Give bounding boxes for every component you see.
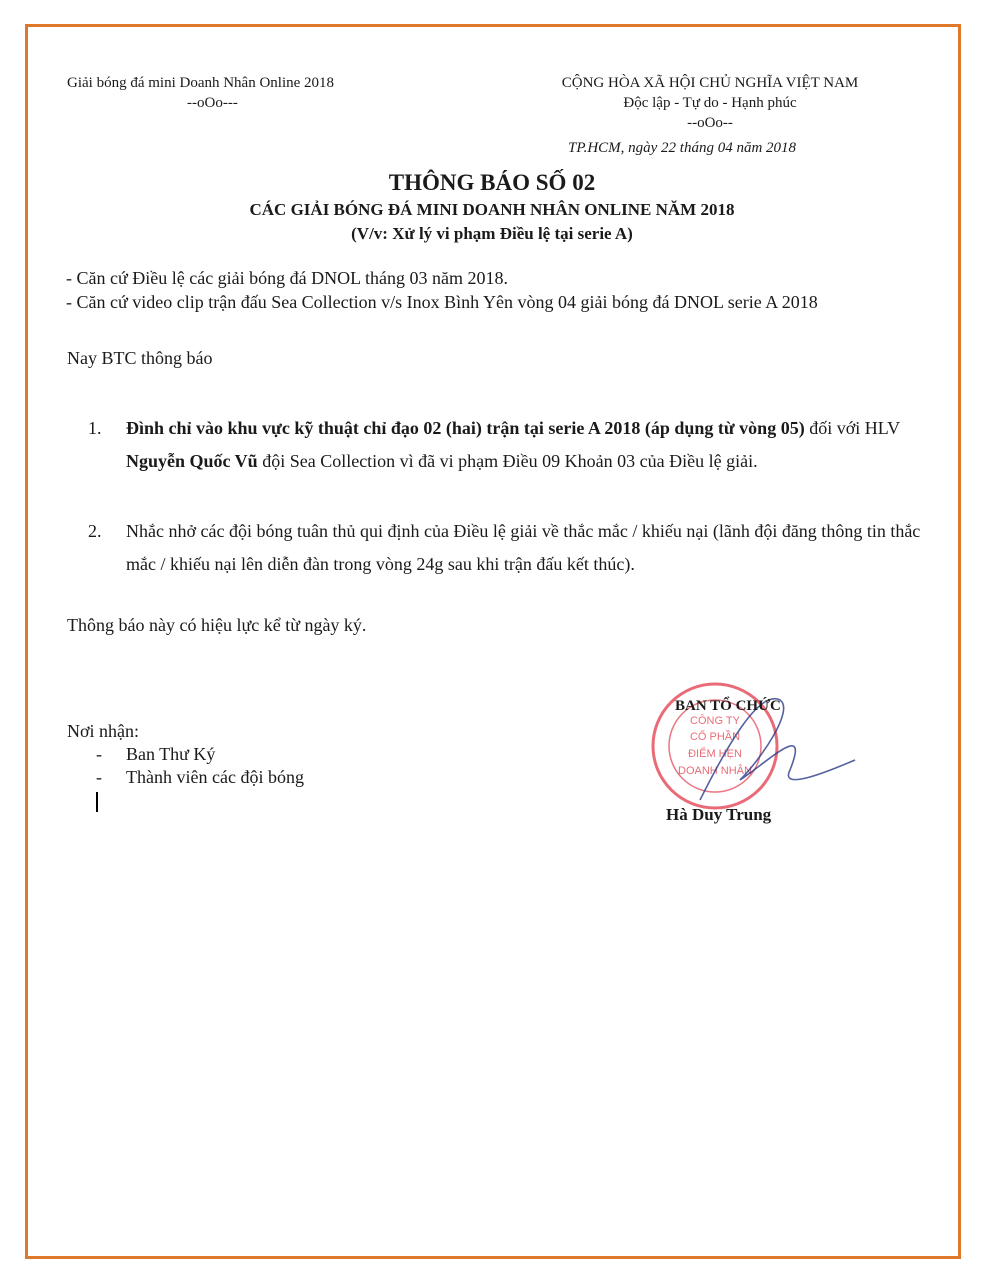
organizer-name: Giải bóng đá mini Doanh Nhân Online 2018 — [67, 75, 335, 91]
recipient-item — [96, 766, 304, 789]
announcement-intro: Nay BTC thông báo — [67, 348, 213, 368]
national-motto: Độc lập - Tự do - Hạnh phúc — [623, 95, 797, 111]
stamp-text-line: ĐIỂM HẸN — [688, 748, 742, 760]
recipients-list — [96, 743, 304, 789]
legal-basis — [66, 266, 818, 314]
item-bold-text: Đình chỉ vào khu vực kỹ thuật chỉ đạo 02 (hai) trận tại serie A 2018 (áp dụng từ vòng 05) — [126, 418, 805, 438]
stamp-text-line: CỔ PHẦN — [689, 731, 741, 743]
recipient-name: Thành viên các đội bóng — [126, 767, 304, 787]
header-decoration-right: --oOo-- — [687, 115, 733, 131]
item-text — [126, 412, 948, 478]
signer-name: Hà Duy Trung — [666, 805, 772, 824]
item-number: 2. — [88, 521, 102, 541]
recipient-name: Ban Thư Ký — [126, 744, 216, 764]
basis-line: - Căn cứ Điều lệ các giải bóng đá DNOL tháng 03 năm 2018. — [66, 268, 508, 288]
document-subtitle: CÁC GIẢI BÓNG ĐÁ MINI DOANH NHÂN ONLINE NĂM 2018 — [249, 200, 735, 219]
item-text: Nhắc nhở các đội bóng tuân thủ qui định của Điều lệ giải về thắc mắc / khiếu nại (lãnh đội đăng thông tin thắc mắc / khiếu nại lên diễn đàn trong vòng 24g sau khi trận đấu kết thúc). — [126, 521, 921, 574]
header-decoration-left: --oOo--- — [187, 95, 238, 111]
stamp-text-line: DOANH NHÂN — [678, 765, 752, 777]
text-cursor — [96, 792, 98, 812]
item-text-rest: đội Sea Collection vì đã vi phạm Điều 09 Khoản 03 của Điều lệ giải. — [257, 451, 758, 471]
list-dash: - — [96, 744, 102, 764]
effective-notice: Thông báo này có hiệu lực kể từ ngày ký. — [67, 615, 367, 635]
document-subject: (V/v: Xử lý vi phạm Điều lệ tại serie A) — [351, 224, 633, 243]
list-dash: - — [96, 767, 102, 787]
organizing-committee-label: BAN TỔ CHỨC — [675, 698, 781, 714]
organizer-header — [67, 73, 387, 113]
decision-item-1 — [88, 412, 948, 478]
coach-name: Nguyễn Quốc Vũ — [126, 451, 258, 471]
item-text-part: đối với HLV — [804, 418, 900, 438]
document-date: TP.HCM, ngày 22 tháng 04 năm 2018 — [568, 140, 797, 156]
decision-item-2 — [88, 515, 948, 581]
recipient-item — [96, 743, 304, 766]
national-header — [520, 73, 900, 133]
stamp-text-line: CÔNG TY — [690, 715, 740, 727]
item-number: 1. — [88, 418, 102, 438]
basis-line: - Căn cứ video clip trận đấu Sea Collection v/s Inox Bình Yên vòng 04 giải bóng đá DNOL serie A 2018 — [66, 292, 818, 312]
document-title: THÔNG BÁO SỐ 02 — [388, 170, 596, 195]
recipients-label: Nơi nhận: — [67, 721, 140, 741]
national-title: CỘNG HÒA XÃ HỘI CHỦ NGHĨA VIỆT NAM — [561, 75, 859, 91]
